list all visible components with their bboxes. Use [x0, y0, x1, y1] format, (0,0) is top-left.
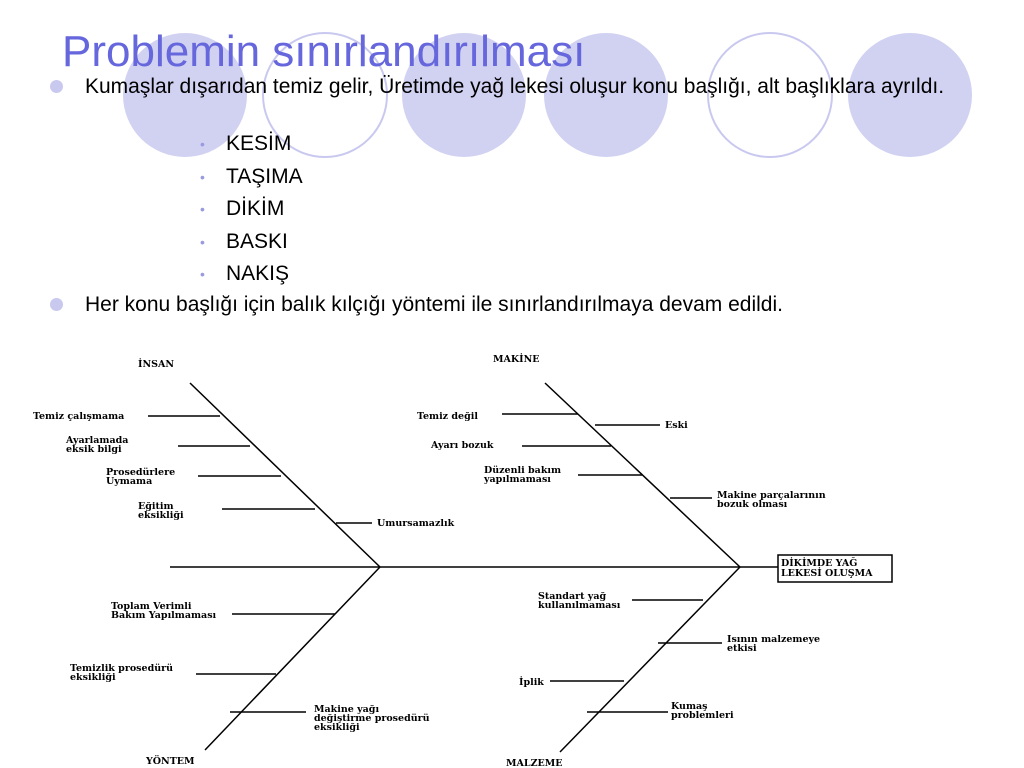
- cause-line: kullanılmaması: [538, 600, 621, 611]
- cause-line: Temiz çalışmama: [33, 411, 125, 422]
- cause-line: eksikliği: [138, 510, 184, 521]
- cause-line: Umursamazlık: [377, 518, 455, 529]
- bullet-1: Kumaşlar dışarıdan temiz gelir, Üretimde yağ lekesi oluşur konu başlığı, alt başlıklara ayrıldı.: [85, 75, 945, 98]
- sub-marker: •: [200, 266, 205, 282]
- cause-label: [314, 704, 433, 733]
- cause-line: etkisi: [727, 643, 757, 654]
- cause-line: Eski: [665, 420, 688, 431]
- category-malzeme-label: MALZEME: [506, 758, 563, 768]
- sub-marker: •: [200, 168, 205, 185]
- cause-label: [430, 440, 494, 451]
- cause-line: yapılmaması: [484, 474, 551, 485]
- cause-label: [111, 601, 217, 621]
- cause-label: [519, 675, 544, 688]
- cause-line: Standart yağ: [538, 591, 607, 602]
- cause-label: [377, 518, 455, 529]
- cause-label: [538, 591, 621, 611]
- cause-label: [727, 634, 823, 654]
- cause-label: [65, 435, 132, 455]
- cause-line: Prosedürlere: [106, 467, 176, 478]
- cause-label: [665, 420, 688, 431]
- head-line-1: DİKİMDE YAĞ: [781, 558, 858, 569]
- cause-line: Uymama: [106, 476, 153, 487]
- cause-line: Makine parçalarının: [717, 490, 826, 501]
- cause-line: Isının malzemeye: [727, 634, 821, 645]
- cause-line: eksikliği: [314, 722, 360, 733]
- bullet-2: Her konu başlığı için balık kılçığı yöntemi ile sınırlandırılmaya devam edildi.: [85, 293, 783, 316]
- cause-label: [483, 465, 564, 485]
- cause-line: Temiz değil: [417, 411, 478, 422]
- sub-marker: •: [200, 136, 205, 152]
- cause-line: problemleri: [671, 710, 734, 721]
- sub-item-label: TAŞIMA: [226, 164, 303, 188]
- cause-label: [106, 467, 178, 487]
- category-insan-label: İNSAN: [138, 359, 175, 370]
- cause-line: Ayarlamada: [66, 435, 129, 446]
- cause-line: bozuk olması: [717, 499, 788, 510]
- cause-line: Kumaş: [671, 701, 708, 712]
- sub-marker: •: [200, 233, 205, 250]
- head-line-2: LEKESİ OLUŞMA: [781, 568, 873, 579]
- sub-item-label: NAKIŞ: [226, 262, 290, 285]
- bone-makine: [545, 383, 740, 567]
- cause-line: Temizlik prosedürü: [70, 663, 174, 674]
- cause-label: [70, 663, 176, 683]
- cause-line: Ayarı bozuk: [431, 440, 494, 451]
- slide-title: Problemin sınırlandırılması: [62, 27, 586, 76]
- sub-item-label: KESİM: [226, 132, 292, 155]
- cause-label: [33, 411, 124, 422]
- bone-insan: [190, 383, 380, 567]
- cause-label: [138, 501, 184, 521]
- sub-marker: •: [200, 201, 205, 217]
- cause-line: Makine yağı: [314, 704, 380, 715]
- cause-line: değiştirme prosedürü: [314, 713, 430, 724]
- cause-line: eksikliği: [70, 672, 116, 683]
- cause-line: eksik bilgi: [66, 444, 122, 455]
- head-label: [781, 556, 873, 579]
- cause-line: Düzenli bakım: [484, 465, 562, 476]
- cause-line: Toplam Verimli: [111, 601, 192, 612]
- cause-label: [671, 701, 734, 721]
- cause-line: İplik: [519, 677, 544, 688]
- cause-line: Bakım Yapılmaması: [111, 610, 217, 621]
- cause-line: Eğitim: [138, 501, 174, 512]
- cause-label: [717, 490, 829, 510]
- category-makine-label: MAKİNE: [493, 354, 540, 365]
- category-yontem-label: YÖNTEM: [146, 756, 195, 767]
- sub-item-label: DİKİM: [226, 197, 285, 220]
- cause-label: [417, 411, 478, 422]
- sub-item-label: BASKI: [226, 229, 288, 253]
